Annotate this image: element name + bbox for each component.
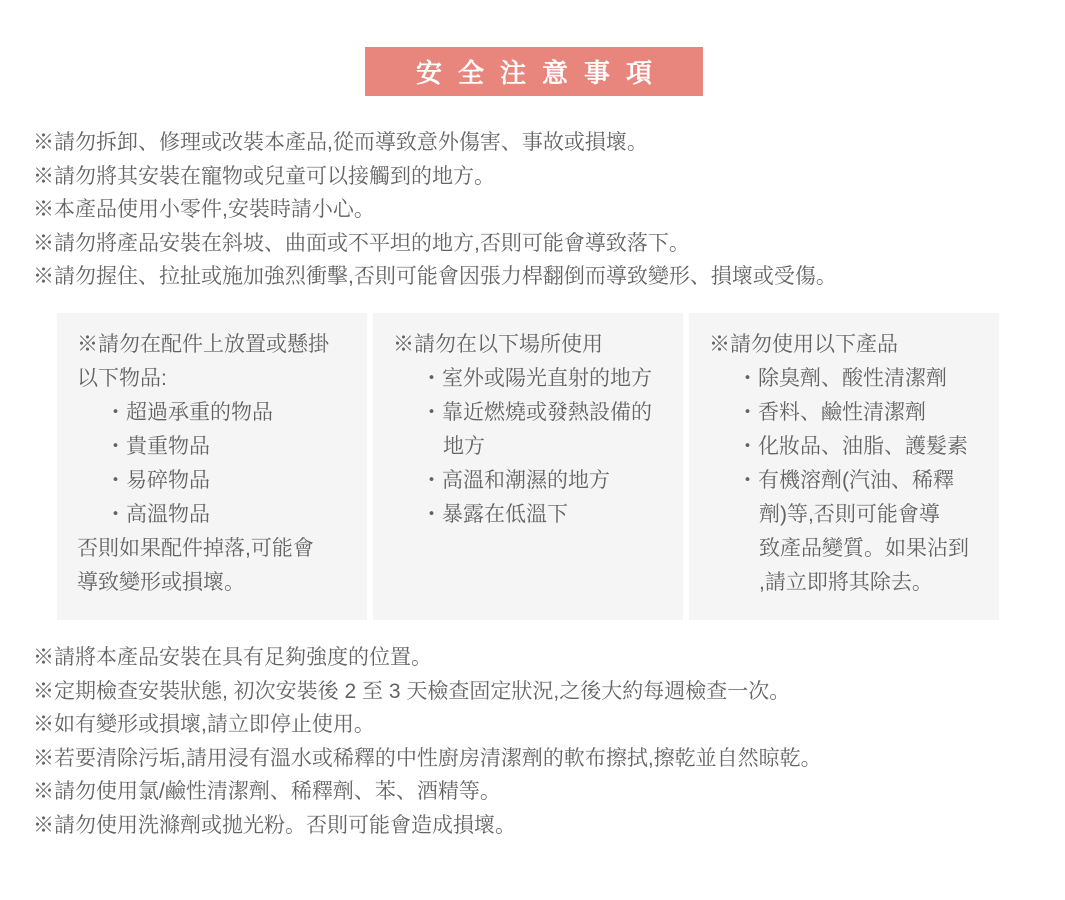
box-line: ※請勿在以下場所使用 xyxy=(393,333,603,356)
box-line: 導致變形或損壞。 xyxy=(77,571,245,594)
box-bullet-continuation: ,請立即將其除去。 xyxy=(759,571,933,594)
box-bullet-item: ・暴露在低溫下 xyxy=(421,503,568,526)
warning-box-accessories xyxy=(57,313,367,620)
general-warnings-list xyxy=(33,126,1033,294)
box-bullet-item: ・靠近燃燒或發熱設備的 xyxy=(421,401,652,424)
warning-item: ※請勿握住、拉扯或施加強烈衝擊,否則可能會因張力桿翻倒而導致變形、損壞或受傷。 xyxy=(33,265,837,288)
warning-item: ※請勿使用洗滌劑或拋光粉。否則可能會造成損壞。 xyxy=(33,813,516,837)
warning-item: ※本產品使用小零件,安裝時請小心。 xyxy=(33,198,375,221)
box-bullet-item: ・高溫物品 xyxy=(105,503,210,526)
warning-item: ※請勿將產品安裝在斜坡、曲面或不平坦的地方,否則可能會導致落下。 xyxy=(33,231,690,255)
box-bullet-item: ・高溫和潮濕的地方 xyxy=(421,469,610,492)
box-bullet-item: ・有機溶劑(汽油、稀釋 xyxy=(737,469,954,492)
box-bullet-item: ・香料、鹼性清潔劑 xyxy=(737,401,926,424)
box-bullet-item: ・除臭劑、酸性清潔劑 xyxy=(737,367,947,390)
warning-item: ※請勿拆卸、修理或改裝本產品,從而導致意外傷害、事故或損壞。 xyxy=(33,131,648,154)
box-line: ※請勿在配件上放置或懸掛 xyxy=(77,333,329,356)
box-bullet-continuation: 地方 xyxy=(443,435,485,458)
box-line: ※請勿使用以下產品 xyxy=(709,333,898,356)
box-bullet-item: ・化妝品、油脂、護髮素 xyxy=(737,435,968,458)
box-line: 以下物品: xyxy=(77,367,167,390)
box-bullet-continuation: 致產品變質。如果沾到 xyxy=(759,537,969,560)
warning-item: ※請勿將其安裝在寵物或兒童可以接觸到的地方。 xyxy=(33,164,495,188)
section-title-banner xyxy=(365,47,703,96)
warning-item: ※請勿使用氯/鹼性清潔劑、稀釋劑、苯、酒精等。 xyxy=(33,780,501,803)
warning-box-substances xyxy=(689,313,999,620)
box-bullet-item: ・易碎物品 xyxy=(105,469,210,492)
warning-item: ※定期檢查安裝狀態, 初次安裝後 2 至 3 天檢查固定狀況,之後大約每週檢查一次。 xyxy=(33,679,791,703)
maintenance-warnings-list xyxy=(33,641,1043,842)
warning-box-locations xyxy=(373,313,683,620)
warning-item: ※若要清除污垢,請用浸有溫水或稀釋的中性廚房清潔劑的軟布擦拭,擦乾並自然晾乾。 xyxy=(33,746,822,770)
page-title: 安全注意事項 xyxy=(415,58,668,88)
box-bullet-item: ・超過承重的物品 xyxy=(105,401,273,424)
warning-item: ※如有變形或損壞,請立即停止使用。 xyxy=(33,713,375,736)
box-line: 否則如果配件掉落,可能會 xyxy=(77,537,314,560)
box-bullet-continuation: 劑)等,否則可能會導 xyxy=(759,503,940,526)
box-bullet-item: ・室外或陽光直射的地方 xyxy=(421,367,652,390)
warning-boxes-row xyxy=(57,313,999,620)
box-bullet-item: ・貴重物品 xyxy=(105,435,210,458)
warning-item: ※請將本產品安裝在具有足夠強度的位置。 xyxy=(33,646,432,669)
